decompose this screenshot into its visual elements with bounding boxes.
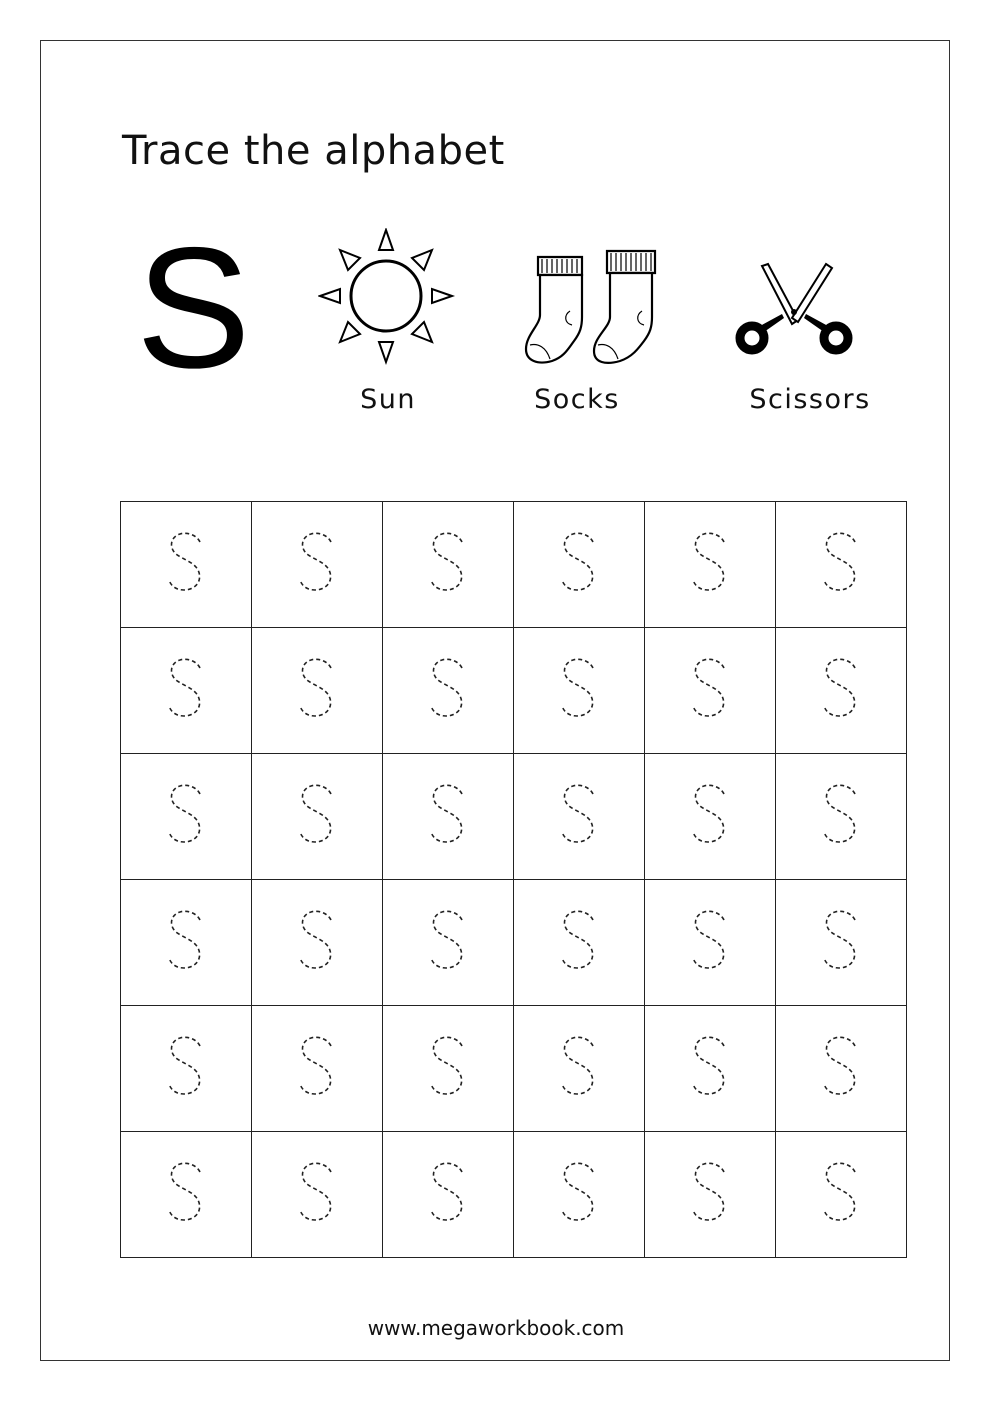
dashed-letter-s xyxy=(549,528,609,598)
dashed-letter-s xyxy=(287,528,347,598)
dashed-letter-s xyxy=(418,1158,478,1228)
dashed-letter-s xyxy=(418,654,478,724)
trace-cell[interactable] xyxy=(514,880,645,1006)
trace-cell[interactable] xyxy=(252,754,383,880)
dashed-letter-s xyxy=(811,654,871,724)
trace-row xyxy=(121,502,907,628)
trace-cell[interactable] xyxy=(776,628,907,754)
trace-cell[interactable] xyxy=(514,628,645,754)
dashed-letter-s xyxy=(680,906,740,976)
dashed-letter-s xyxy=(811,780,871,850)
trace-row xyxy=(121,880,907,1006)
trace-cell[interactable] xyxy=(514,1006,645,1132)
dashed-letter-s xyxy=(156,1158,216,1228)
trace-cell[interactable] xyxy=(514,754,645,880)
trace-cell[interactable] xyxy=(252,1132,383,1258)
trace-cell[interactable] xyxy=(645,502,776,628)
dashed-letter-s xyxy=(811,1032,871,1102)
trace-cell[interactable] xyxy=(514,502,645,628)
trace-cell[interactable] xyxy=(776,754,907,880)
trace-cell[interactable] xyxy=(383,1132,514,1258)
dashed-letter-s xyxy=(287,1032,347,1102)
dashed-letter-s xyxy=(549,906,609,976)
trace-cell[interactable] xyxy=(776,880,907,1006)
trace-cell[interactable] xyxy=(645,754,776,880)
trace-cell[interactable] xyxy=(514,1132,645,1258)
dashed-letter-s xyxy=(156,654,216,724)
trace-cell[interactable] xyxy=(776,1006,907,1132)
dashed-letter-s xyxy=(680,528,740,598)
page-title: Trace the alphabet xyxy=(122,128,505,174)
trace-cell[interactable] xyxy=(121,754,252,880)
trace-cell[interactable] xyxy=(645,1006,776,1132)
dashed-letter-s xyxy=(156,528,216,598)
trace-cell[interactable] xyxy=(252,1006,383,1132)
trace-cell[interactable] xyxy=(252,880,383,1006)
dashed-letter-s xyxy=(156,906,216,976)
featured-letter: S xyxy=(136,212,251,404)
dashed-letter-s xyxy=(418,906,478,976)
trace-cell[interactable] xyxy=(645,628,776,754)
dashed-letter-s xyxy=(811,906,871,976)
scissors-icon xyxy=(732,262,858,362)
socks-icon xyxy=(520,245,665,371)
dashed-letter-s xyxy=(287,654,347,724)
dashed-letter-s xyxy=(287,1158,347,1228)
trace-cell[interactable] xyxy=(645,880,776,1006)
trace-cell[interactable] xyxy=(383,754,514,880)
trace-cell[interactable] xyxy=(252,502,383,628)
sun-icon xyxy=(318,228,458,372)
trace-cell[interactable] xyxy=(383,880,514,1006)
dashed-letter-s xyxy=(287,780,347,850)
dashed-letter-s xyxy=(549,654,609,724)
dashed-letter-s xyxy=(549,780,609,850)
trace-cell[interactable] xyxy=(383,502,514,628)
trace-cell[interactable] xyxy=(121,628,252,754)
picture-label-socks: Socks xyxy=(534,384,620,415)
dashed-letter-s xyxy=(680,1032,740,1102)
trace-cell[interactable] xyxy=(121,880,252,1006)
picture-label-sun: Sun xyxy=(360,384,416,415)
trace-cell[interactable] xyxy=(776,1132,907,1258)
footer-url: www.megaworkbook.com xyxy=(367,1316,625,1340)
dashed-letter-s xyxy=(287,906,347,976)
dashed-letter-s xyxy=(156,780,216,850)
dashed-letter-s xyxy=(418,780,478,850)
trace-cell[interactable] xyxy=(383,628,514,754)
trace-cell[interactable] xyxy=(121,1006,252,1132)
dashed-letter-s xyxy=(811,528,871,598)
dashed-letter-s xyxy=(156,1032,216,1102)
dashed-letter-s xyxy=(549,1032,609,1102)
dashed-letter-s xyxy=(549,1158,609,1228)
dashed-letter-s xyxy=(680,780,740,850)
trace-grid xyxy=(120,501,907,1258)
picture-label-scissors: Scissors xyxy=(749,384,871,415)
dashed-letter-s xyxy=(680,654,740,724)
trace-row xyxy=(121,754,907,880)
trace-cell[interactable] xyxy=(121,1132,252,1258)
trace-cell[interactable] xyxy=(776,502,907,628)
dashed-letter-s xyxy=(418,1032,478,1102)
trace-row xyxy=(121,1132,907,1258)
trace-cell[interactable] xyxy=(645,1132,776,1258)
trace-row xyxy=(121,628,907,754)
dashed-letter-s xyxy=(811,1158,871,1228)
dashed-letter-s xyxy=(680,1158,740,1228)
trace-row xyxy=(121,1006,907,1132)
trace-cell[interactable] xyxy=(383,1006,514,1132)
trace-cell[interactable] xyxy=(252,628,383,754)
dashed-letter-s xyxy=(418,528,478,598)
trace-cell[interactable] xyxy=(121,502,252,628)
